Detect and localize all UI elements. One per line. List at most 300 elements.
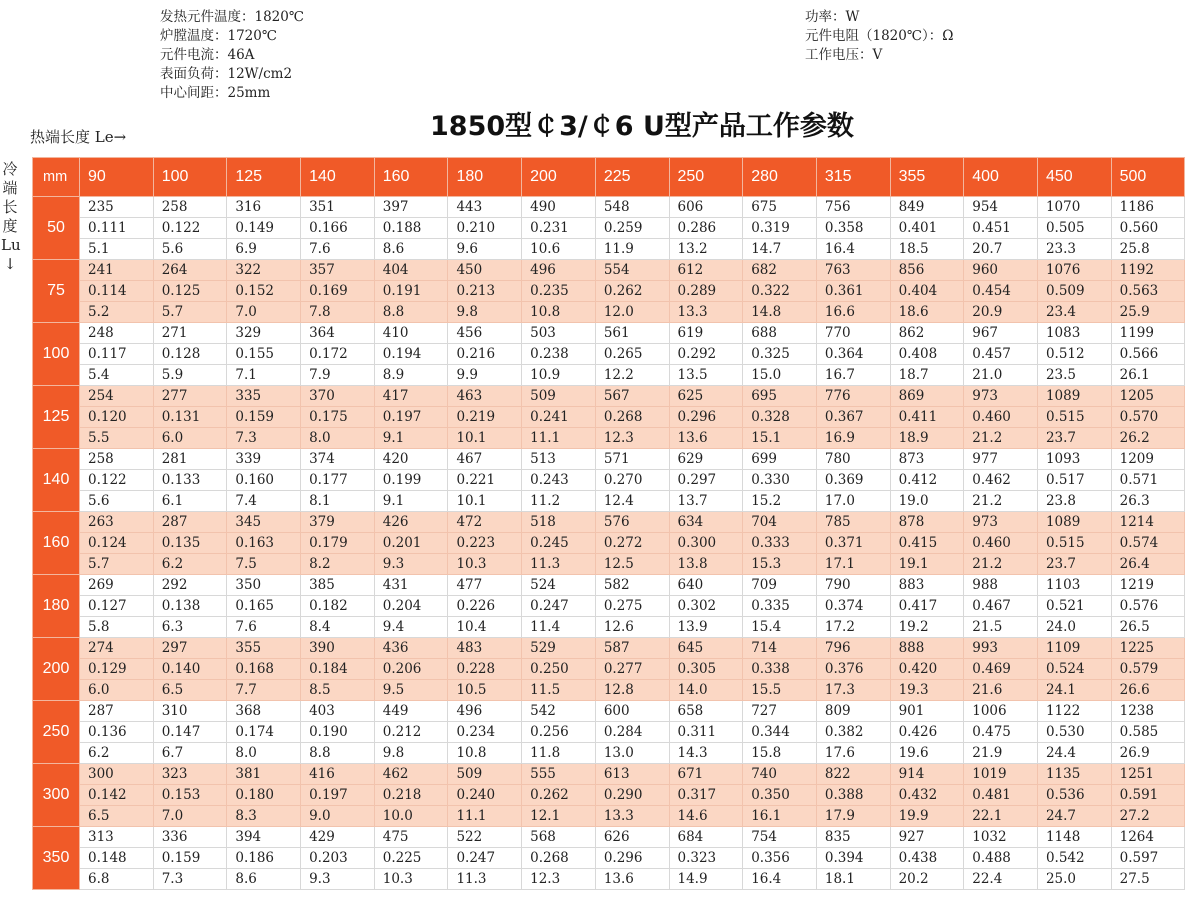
table-cell: 24.1: [1037, 680, 1111, 701]
table-cell: 20.7: [964, 239, 1038, 260]
table-row: [33, 617, 1185, 638]
table-cell: 1103: [1037, 575, 1111, 596]
table-cell: 0.228: [448, 659, 522, 680]
table-cell: 754: [743, 827, 817, 848]
table-cell: 1019: [964, 764, 1038, 785]
table-row: [33, 281, 1185, 302]
table-row: [33, 407, 1185, 428]
table-cell: 26.6: [1111, 680, 1185, 701]
table-cell: 0.457: [964, 344, 1038, 365]
table-cell: 973: [964, 386, 1038, 407]
table-cell: 17.2: [816, 617, 890, 638]
table-cell: 0.438: [890, 848, 964, 869]
table-cell: 7.0: [153, 806, 227, 827]
table-cell: 0.462: [964, 470, 1038, 491]
table-cell: 0.163: [227, 533, 301, 554]
table-row: [33, 827, 1185, 848]
table-cell: 776: [816, 386, 890, 407]
table-cell: 0.159: [227, 407, 301, 428]
table-cell: 0.259: [595, 218, 669, 239]
table-cell: 0.124: [80, 533, 154, 554]
table-row: [33, 785, 1185, 806]
table-row: [33, 722, 1185, 743]
table-cell: 0.417: [890, 596, 964, 617]
table-cell: 0.135: [153, 533, 227, 554]
table-row: [33, 260, 1185, 281]
table-cell: 1070: [1037, 197, 1111, 218]
table-cell: 0.212: [374, 722, 448, 743]
table-cell: 0.250: [522, 659, 596, 680]
table-cell: 873: [890, 449, 964, 470]
table-cell: 235: [80, 197, 154, 218]
table-cell: 1264: [1111, 827, 1185, 848]
table-cell: 0.127: [80, 596, 154, 617]
table-cell: 7.1: [227, 365, 301, 386]
spec-line: 中心间距：25mm: [160, 85, 271, 101]
table-cell: 16.4: [743, 869, 817, 890]
table-cell: 960: [964, 260, 1038, 281]
table-cell: 23.5: [1037, 365, 1111, 386]
table-cell: 0.401: [890, 218, 964, 239]
table-cell: 16.7: [816, 365, 890, 386]
hot-end-length-label: 热端长度 Le→: [30, 128, 127, 146]
column-header: 450: [1037, 158, 1111, 197]
table-cell: 727: [743, 701, 817, 722]
cold-end-label-char: 端: [2, 179, 18, 197]
table-cell: 0.350: [743, 785, 817, 806]
table-cell: 0.404: [890, 281, 964, 302]
table-cell: 0.122: [153, 218, 227, 239]
row-header: 180: [33, 575, 80, 638]
table-cell: 542: [522, 701, 596, 722]
table-cell: 381: [227, 764, 301, 785]
table-cell: 10.0: [374, 806, 448, 827]
table-row: [33, 449, 1185, 470]
table-cell: 10.8: [448, 743, 522, 764]
spec-line: 功率：W: [805, 9, 860, 25]
table-cell: 15.4: [743, 617, 817, 638]
table-cell: 0.149: [227, 218, 301, 239]
table-row: [33, 470, 1185, 491]
table-cell: 1109: [1037, 638, 1111, 659]
table-cell: 0.219: [448, 407, 522, 428]
table-cell: 0.111: [80, 218, 154, 239]
table-cell: 404: [374, 260, 448, 281]
table-cell: 629: [669, 449, 743, 470]
table-cell: 8.5: [301, 680, 375, 701]
table-cell: 756: [816, 197, 890, 218]
table-cell: 0.131: [153, 407, 227, 428]
table-cell: 6.2: [153, 554, 227, 575]
table-cell: 0.148: [80, 848, 154, 869]
table-cell: 12.3: [522, 869, 596, 890]
table-cell: 0.515: [1037, 407, 1111, 428]
table-cell: 10.5: [448, 680, 522, 701]
table-row: [33, 365, 1185, 386]
table-cell: 13.3: [669, 302, 743, 323]
table-cell: 374: [301, 449, 375, 470]
table-cell: 0.172: [301, 344, 375, 365]
table-cell: 12.5: [595, 554, 669, 575]
table-cell: 0.388: [816, 785, 890, 806]
table-cell: 0.560: [1111, 218, 1185, 239]
table-row: [33, 386, 1185, 407]
table-cell: 7.9: [301, 365, 375, 386]
table-cell: 1135: [1037, 764, 1111, 785]
table-cell: 23.7: [1037, 428, 1111, 449]
table-cell: 7.4: [227, 491, 301, 512]
table-cell: 14.3: [669, 743, 743, 764]
cold-end-label-char: Lu: [1, 236, 21, 254]
table-cell: 0.574: [1111, 533, 1185, 554]
table-row: [33, 239, 1185, 260]
table-cell: 23.8: [1037, 491, 1111, 512]
table-cell: 12.4: [595, 491, 669, 512]
table-cell: 0.426: [890, 722, 964, 743]
table-cell: 27.2: [1111, 806, 1185, 827]
table-cell: 10.9: [522, 365, 596, 386]
table-body: [33, 197, 1185, 890]
table-cell: 927: [890, 827, 964, 848]
table-cell: 5.1: [80, 239, 154, 260]
table-cell: 0.364: [816, 344, 890, 365]
table-cell: 0.182: [301, 596, 375, 617]
table-cell: 5.6: [153, 239, 227, 260]
table-cell: 0.481: [964, 785, 1038, 806]
table-cell: 23.7: [1037, 554, 1111, 575]
table-cell: 849: [890, 197, 964, 218]
table-cell: 555: [522, 764, 596, 785]
table-cell: 9.1: [374, 491, 448, 512]
table-cell: 0.509: [1037, 281, 1111, 302]
table-cell: 1083: [1037, 323, 1111, 344]
spec-line: 表面负荷：12W/cm2: [160, 66, 293, 82]
table-cell: 10.6: [522, 239, 596, 260]
table-cell: 21.5: [964, 617, 1038, 638]
table-cell: 901: [890, 701, 964, 722]
table-cell: 429: [301, 827, 375, 848]
table-cell: 675: [743, 197, 817, 218]
table-cell: 0.488: [964, 848, 1038, 869]
table-cell: 1122: [1037, 701, 1111, 722]
table-cell: 7.7: [227, 680, 301, 701]
table-cell: 9.3: [374, 554, 448, 575]
table-cell: 10.8: [522, 302, 596, 323]
table-cell: 420: [374, 449, 448, 470]
table-cell: 0.190: [301, 722, 375, 743]
table-cell: 21.2: [964, 491, 1038, 512]
table-cell: 613: [595, 764, 669, 785]
table-cell: 0.358: [816, 218, 890, 239]
table-cell: 0.512: [1037, 344, 1111, 365]
table-cell: 10.3: [448, 554, 522, 575]
table-cell: 258: [80, 449, 154, 470]
table-cell: 26.1: [1111, 365, 1185, 386]
table-cell: 287: [153, 512, 227, 533]
table-cell: 8.1: [301, 491, 375, 512]
table-cell: 0.128: [153, 344, 227, 365]
table-cell: 0.408: [890, 344, 964, 365]
table-cell: 0.133: [153, 470, 227, 491]
table-cell: 6.0: [153, 428, 227, 449]
table-cell: 287: [80, 701, 154, 722]
table-cell: 6.0: [80, 680, 154, 701]
table-cell: 0.302: [669, 596, 743, 617]
table-cell: 878: [890, 512, 964, 533]
table-cell: 13.6: [595, 869, 669, 890]
table-cell: 5.4: [80, 365, 154, 386]
table-row: [33, 554, 1185, 575]
table-cell: 1251: [1111, 764, 1185, 785]
row-header: 300: [33, 764, 80, 827]
table-cell: 524: [522, 575, 596, 596]
table-cell: 11.4: [522, 617, 596, 638]
table-cell: 0.579: [1111, 659, 1185, 680]
table-cell: 0.524: [1037, 659, 1111, 680]
table-cell: 385: [301, 575, 375, 596]
table-cell: 0.117: [80, 344, 154, 365]
table-cell: 19.6: [890, 743, 964, 764]
table-cell: 394: [227, 827, 301, 848]
table-row: [33, 743, 1185, 764]
table-cell: 967: [964, 323, 1038, 344]
cold-end-label-char: ↓: [3, 255, 17, 273]
cold-end-label-char: 度: [2, 217, 18, 235]
table-cell: 0.451: [964, 218, 1038, 239]
unit-header: mm: [33, 158, 80, 197]
table-cell: 0.591: [1111, 785, 1185, 806]
column-header: 355: [890, 158, 964, 197]
table-cell: 16.6: [816, 302, 890, 323]
specs-right: [805, 8, 953, 65]
table-cell: 8.8: [301, 743, 375, 764]
table-cell: 645: [669, 638, 743, 659]
page-title: 1850型￠3/￠6 U型产品工作参数: [430, 111, 854, 142]
table-cell: 5.8: [80, 617, 154, 638]
table-row: [33, 302, 1185, 323]
column-header: 315: [816, 158, 890, 197]
parameters-table: [32, 157, 1185, 890]
table-cell: 688: [743, 323, 817, 344]
table-row: [33, 701, 1185, 722]
table-cell: 7.3: [227, 428, 301, 449]
table-cell: 23.3: [1037, 239, 1111, 260]
column-header: 90: [80, 158, 154, 197]
table-cell: 26.2: [1111, 428, 1185, 449]
table-cell: 0.517: [1037, 470, 1111, 491]
table-cell: 10.1: [448, 428, 522, 449]
table-cell: 25.9: [1111, 302, 1185, 323]
table-cell: 8.6: [227, 869, 301, 890]
table-cell: 14.0: [669, 680, 743, 701]
row-header: 100: [33, 323, 80, 386]
table-cell: 709: [743, 575, 817, 596]
table-cell: 379: [301, 512, 375, 533]
table-cell: 1205: [1111, 386, 1185, 407]
table-cell: 12.2: [595, 365, 669, 386]
table-cell: 9.3: [301, 869, 375, 890]
table-cell: 503: [522, 323, 596, 344]
table-cell: 600: [595, 701, 669, 722]
table-cell: 0.521: [1037, 596, 1111, 617]
table-cell: 351: [301, 197, 375, 218]
table-cell: 26.5: [1111, 617, 1185, 638]
table-cell: 10.4: [448, 617, 522, 638]
table-cell: 8.3: [227, 806, 301, 827]
table-cell: 0.469: [964, 659, 1038, 680]
table-cell: 5.5: [80, 428, 154, 449]
table-cell: 0.475: [964, 722, 1038, 743]
table-cell: 0.197: [301, 785, 375, 806]
table-cell: 0.180: [227, 785, 301, 806]
table-cell: 0.374: [816, 596, 890, 617]
table-cell: 1238: [1111, 701, 1185, 722]
table-cell: 7.8: [301, 302, 375, 323]
table-cell: 416: [301, 764, 375, 785]
table-cell: 26.3: [1111, 491, 1185, 512]
table-cell: 8.6: [374, 239, 448, 260]
column-header: 500: [1111, 158, 1185, 197]
table-cell: 0.223: [448, 533, 522, 554]
column-header: 280: [743, 158, 817, 197]
table-cell: 364: [301, 323, 375, 344]
table-cell: 0.155: [227, 344, 301, 365]
table-cell: 529: [522, 638, 596, 659]
table-cell: 0.542: [1037, 848, 1111, 869]
table-cell: 496: [448, 701, 522, 722]
table-cell: 0.169: [301, 281, 375, 302]
table-cell: 1209: [1111, 449, 1185, 470]
column-header: 225: [595, 158, 669, 197]
table-cell: 518: [522, 512, 596, 533]
table-cell: 0.160: [227, 470, 301, 491]
table-cell: 0.152: [227, 281, 301, 302]
table-cell: 323: [153, 764, 227, 785]
table-cell: 576: [595, 512, 669, 533]
table-cell: 5.6: [80, 491, 154, 512]
table-cell: 264: [153, 260, 227, 281]
table-cell: 26.4: [1111, 554, 1185, 575]
table-cell: 0.272: [595, 533, 669, 554]
table-cell: 21.2: [964, 428, 1038, 449]
table-cell: 658: [669, 701, 743, 722]
table-cell: 13.2: [669, 239, 743, 260]
table-cell: 0.460: [964, 407, 1038, 428]
table-cell: 10.1: [448, 491, 522, 512]
table-cell: 0.177: [301, 470, 375, 491]
table-cell: 1192: [1111, 260, 1185, 281]
table-cell: 0.277: [595, 659, 669, 680]
table-cell: 9.8: [374, 743, 448, 764]
table-cell: 417: [374, 386, 448, 407]
table-cell: 23.4: [1037, 302, 1111, 323]
table-cell: 0.136: [80, 722, 154, 743]
table-cell: 0.203: [301, 848, 375, 869]
table-cell: 0.420: [890, 659, 964, 680]
table-cell: 477: [448, 575, 522, 596]
table-cell: 241: [80, 260, 154, 281]
table-cell: 6.1: [153, 491, 227, 512]
table-cell: 0.213: [448, 281, 522, 302]
table-cell: 0.201: [374, 533, 448, 554]
table-cell: 15.2: [743, 491, 817, 512]
table-cell: 350: [227, 575, 301, 596]
table-cell: 20.2: [890, 869, 964, 890]
table-row: [33, 344, 1185, 365]
table-cell: 292: [153, 575, 227, 596]
table-cell: 24.7: [1037, 806, 1111, 827]
table-cell: 0.344: [743, 722, 817, 743]
column-header: 140: [301, 158, 375, 197]
table-cell: 7.6: [301, 239, 375, 260]
table-cell: 15.8: [743, 743, 817, 764]
table-cell: 11.1: [522, 428, 596, 449]
table-cell: 0.597: [1111, 848, 1185, 869]
table-cell: 20.9: [964, 302, 1038, 323]
table-cell: 254: [80, 386, 154, 407]
table-cell: 21.9: [964, 743, 1038, 764]
table-cell: 809: [816, 701, 890, 722]
table-cell: 0.114: [80, 281, 154, 302]
table-cell: 316: [227, 197, 301, 218]
table-cell: 0.505: [1037, 218, 1111, 239]
table-cell: 13.9: [669, 617, 743, 638]
table-cell: 19.3: [890, 680, 964, 701]
table-cell: 0.240: [448, 785, 522, 806]
table-cell: 0.467: [964, 596, 1038, 617]
table-row: [33, 512, 1185, 533]
table-cell: 12.6: [595, 617, 669, 638]
table-row: [33, 680, 1185, 701]
table-cell: 0.371: [816, 533, 890, 554]
table-cell: 14.7: [743, 239, 817, 260]
table-cell: 0.367: [816, 407, 890, 428]
table-cell: 16.9: [816, 428, 890, 449]
table-row: [33, 533, 1185, 554]
column-header: 200: [522, 158, 596, 197]
table-cell: 18.1: [816, 869, 890, 890]
cold-end-label-char: 冷: [2, 160, 18, 178]
table-cell: 0.256: [522, 722, 596, 743]
table-cell: 258: [153, 197, 227, 218]
table-header-row: [33, 158, 1185, 197]
table-row: [33, 806, 1185, 827]
table-cell: 0.159: [153, 848, 227, 869]
table-cell: 357: [301, 260, 375, 281]
table-cell: 862: [890, 323, 964, 344]
table-cell: 0.361: [816, 281, 890, 302]
table-cell: 0.335: [743, 596, 817, 617]
table-cell: 0.247: [448, 848, 522, 869]
table-cell: 15.0: [743, 365, 817, 386]
table-cell: 0.262: [522, 785, 596, 806]
table-cell: 509: [448, 764, 522, 785]
table-cell: 5.2: [80, 302, 154, 323]
table-cell: 0.585: [1111, 722, 1185, 743]
table-cell: 0.338: [743, 659, 817, 680]
table-cell: 13.7: [669, 491, 743, 512]
table-cell: 612: [669, 260, 743, 281]
table-cell: 19.9: [890, 806, 964, 827]
table-cell: 6.5: [153, 680, 227, 701]
table-cell: 277: [153, 386, 227, 407]
table-cell: 0.311: [669, 722, 743, 743]
table-cell: 988: [964, 575, 1038, 596]
table-cell: 313: [80, 827, 154, 848]
table-cell: 24.0: [1037, 617, 1111, 638]
table-cell: 8.4: [301, 617, 375, 638]
table-cell: 0.199: [374, 470, 448, 491]
